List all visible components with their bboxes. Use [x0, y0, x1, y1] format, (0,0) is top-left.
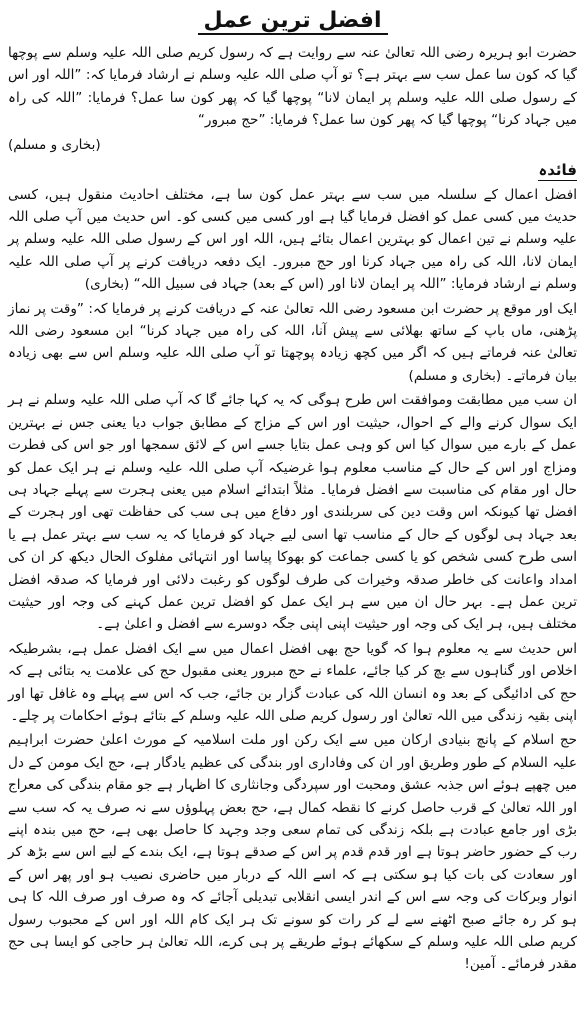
title-text: افضل ترین عمل — [198, 8, 388, 35]
hadith-text: حضرت ابو ہریرہ رضی اللہ تعالیٰ عنہ سے روایت ہے کہ رسول کریم صلی اللہ علیہ وسلم سے پوچھا گیا کہ کون سا عمل سب سے بہتر ہے؟ تو آپ صلی اللہ علیہ وسلم نے ارشاد فرمایا کہ: ”اللہ اور اس کے رسول صلی اللہ علیہ وسلم پر ایمان لانا“ پوچھا گیا کہ پھر کون سا عمل؟ فرمایا: ”اللہ کی راہ میں جہاد کرنا“ پوچھا گیا کہ پھر کون سا عمل؟ فرمایا: ”حج مبرور“ — [8, 45, 577, 129]
reference-row — [8, 134, 577, 156]
faida-heading-text: فائدہ — [538, 160, 577, 179]
paragraph: ان سب میں مطابقت وموافقت اس طرح ہوگی کہ یہ کہا جائے گا کہ آپ صلی اللہ علیہ وسلم نے ہر ایک سوال کرنے والے کے احوال، حیثیت اور اس کے مزاج کے مطابق جواب دیا یعنی جس نے بہترین عمل کے بارے میں سوال کیا اس کو وہی عمل بتایا جسے اس کے لائق سمجھا اور جو اس کی فطرت ومزاج اور اس کے حال کے مناسب معلوم ہوا غرضیکہ آپ صلی اللہ علیہ وسلم نے ہر ایک عمل کو حال اور مقام کی مناسبت سے افضل فرمایا۔ مثلاً ابتدائے اسلام میں یعنی ہجرت سے پہلے جہاد ہی افضل تھا کیونکہ اس وقت دین کی سربلندی اور دفاع میں ہی سب کی حفاظت تھی اور ہجرت کے بعد جہاد ہی لوگوں کے حال کے مناسب تھا اسی لیے جہاد کو فرمایا کہ یہ سب سے بہتر عمل ہے یا اسی طرح کسی شخص کو یا کسی جماعت کو بھوکا پیاسا اور انتہائی مفلوک الحال دیکھ کر ان کی امداد واعانت کی خاطر صدقہ وخیرات کی طرف لوگوں کو رغبت دلائی اور فرمایا کہ صدقہ افضل ترین عمل ہے۔ بہر حال ان میں سے ہر ایک عمل کو افضل ترین عمل کہنے کی وجہ اور حیثیت مختلف ہیں، ہر ایک کی وجہ اور حیثیت اپنی اپنی جگہ دوسرے سے افضل و اعلیٰ ہے۔ — [8, 392, 577, 633]
faida-heading — [8, 158, 577, 182]
paragraph: اس حدیث سے یہ معلوم ہوا کہ گویا حج بھی افضل اعمال میں سے ایک افضل عمل ہے، بشرطیکہ اخلاص اور گناہوں سے بچ کر کیا جائے، علماء نے حج مبرور یعنی مقبول حج کی علامت یہ بتائی ہے کہ حج کی ادائیگی کے بعد وہ انسان اللہ کی عبادت گزار بن جائے، جب کہ اس سے پہلے وہ غافل تھا اور اپنی بقیہ زندگی میں اللہ تعالیٰ اور رسول کریم صلی اللہ علیہ وسلم کے بتائے ہوئے احکامات پر چلے۔ — [8, 640, 577, 724]
article — [8, 4, 577, 1016]
paragraph: حج اسلام کے پانچ بنیادی ارکان میں سے ایک رکن اور ملت اسلامیہ کے مورث اعلیٰ حضرت ابراہیم علیہ السلام کے طور وطریق اور ان کی وفاداری اور بندگی کی عظیم یادگار ہے، حج ایک مومن کے دل میں چھپے ہوئے اس جذبہ عشق ومحبت اور سپردگی وجانثاری کا اظہار ہے جو مقام بندگی کی معراج اور اللہ تعالیٰ کے قرب حاصل کرنے کا نقطہ کمال ہے، حج بعض پہلوؤں سے نہ صرف یہ کہ سب سے بڑی اور جامع عبادت ہے بلکہ زندگی کی تمام سعی وجد وجہد کا حاصل بھی ہے، حج میں بندہ اپنے رب کے حضور حاضر ہوتا ہے اور قدم قدم پر اس کے صدقے ہوتا ہے، ایک بندے کے لیے اس سے بڑھ کر اور سعادت کی بات کیا ہو سکتی ہے کہ اسے اللہ کے دربار میں حاضری نصیب ہو اور پھر اس کے انوار وبرکات کی وجہ سے اس کے اندر ایسی انقلابی تبدیلی آجائے کہ وہ صرف اور صرف اللہ کا ہی ہو کر رہ جائے صبح اٹھنے سے لے کر رات کو سونے تک ہر ایک کام اللہ اور اس کے محبوب رسول کریم صلی اللہ علیہ وسلم کے سکھائے ہوئے طریقے پر ہی کرے، اللہ تعالیٰ ہر حاجی کو ایسا ہی حج مقدر فرمائے۔ آمین! — [8, 732, 577, 973]
page-title — [8, 6, 577, 36]
hadith-reference: (بخاری و مسلم) — [8, 136, 101, 153]
paragraph: ایک اور موقع پر حضرت ابن مسعود رضی اللہ تعالیٰ عنہ کے دریافت کرنے پر فرمایا کہ: ”وقت پر نماز پڑھنی، ماں باپ کے ساتھ بھلائی سے پیش آنا، اللہ کی راہ میں جہاد کرنا“ ابن مسعود رضی اللہ تعالیٰ عنہ فرماتے ہیں کہ اگر میں کچھ زیادہ پوچھتا تو آپ صلی اللہ علیہ وسلم اس سے بھی زیادہ بیان فرماتے۔ (بخاری و مسلم) — [8, 300, 577, 384]
paragraph: افضل اعمال کے سلسلہ میں سب سے بہتر عمل کون سا ہے، مختلف احادیث منقول ہیں، کسی حدیث میں کسی عمل کو افضل فرمایا گیا ہے اور کسی میں کسی کو۔ اس حدیث میں آپ صلی اللہ علیہ وسلم نے تین اعمال کو بہترین اعمال بتائے ہیں، اللہ اور اس کے رسول صلی اللہ علیہ وسلم پر ایمان لانا، اللہ کی راہ میں جہاد کرنا اور حج مبرور۔ ایک دفعہ دریافت کرنے پر آپ صلی اللہ علیہ وسلم نے ارشاد فرمایا: ”اللہ پر ایمان لانا اور (اس کے بعد) جہاد فی سبیل اللہ“ (بخاری) — [8, 186, 577, 293]
